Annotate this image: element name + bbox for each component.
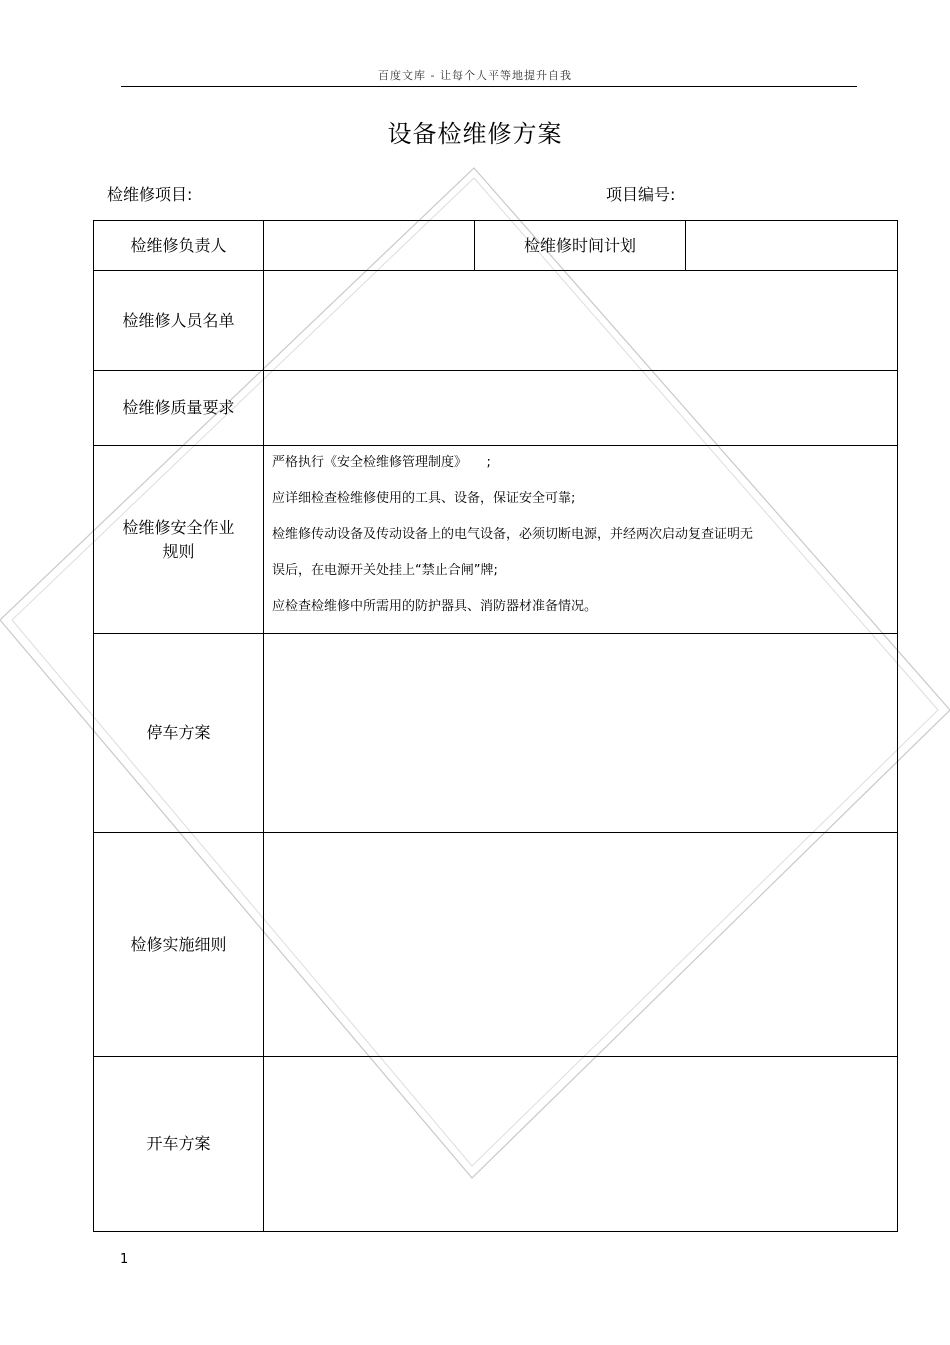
implementation-details-label: 检修实施细则 (94, 833, 264, 1057)
table-row (94, 271, 898, 371)
safety-rules-label (94, 446, 264, 634)
safety-rule-item: 应检查检维修中所需用的防护器具、消防器材准备情况。 (272, 599, 598, 614)
table-row (94, 371, 898, 446)
maintenance-plan-form (93, 220, 898, 1232)
page-header-text: 百度文库 - 让每个人平等地提升自我 (378, 69, 572, 82)
supervisor-field[interactable] (264, 221, 475, 271)
header-divider (121, 86, 857, 87)
quality-requirements-label: 检维修质量要求 (94, 371, 264, 446)
table-row (94, 634, 898, 833)
page-number: 1 (120, 1252, 129, 1267)
safety-rule-item: 检维修传动设备及传动设备上的电气设备，必须切断电源，并经两次启动复查证明无 (272, 527, 754, 542)
schedule-field[interactable] (686, 221, 898, 271)
implementation-details-field[interactable] (264, 833, 898, 1057)
quality-requirements-field[interactable] (264, 371, 898, 446)
safety-rules-label-line1: 检维修安全作业 (122, 517, 235, 537)
table-row (94, 221, 898, 271)
safety-rule-item: 严格执行《安全检维修管理制度》 ; (272, 455, 491, 470)
safety-rules-content (264, 446, 898, 634)
safety-rules-label-line2: 规则 (162, 541, 195, 561)
document-title: 设备检维修方案 (387, 120, 563, 148)
startup-plan-field[interactable] (264, 1057, 898, 1232)
shutdown-plan-label: 停车方案 (94, 634, 264, 833)
project-label: 检维修项目: (107, 185, 193, 204)
table-row (94, 1057, 898, 1232)
shutdown-plan-field[interactable] (264, 634, 898, 833)
table-row (94, 833, 898, 1057)
supervisor-label: 检维修负责人 (94, 221, 264, 271)
project-number-label: 项目编号: (606, 185, 676, 204)
safety-rule-item: 应详细检查检维修使用的工具、设备，保证安全可靠; (272, 491, 576, 506)
safety-rule-item: 误后，在电源开关处挂上“禁止合闸”牌; (272, 563, 498, 578)
table-row (94, 446, 898, 634)
schedule-label: 检维修时间计划 (475, 221, 686, 271)
personnel-list-label: 检维修人员名单 (94, 271, 264, 371)
startup-plan-label: 开车方案 (94, 1057, 264, 1232)
personnel-list-field[interactable] (264, 271, 898, 371)
